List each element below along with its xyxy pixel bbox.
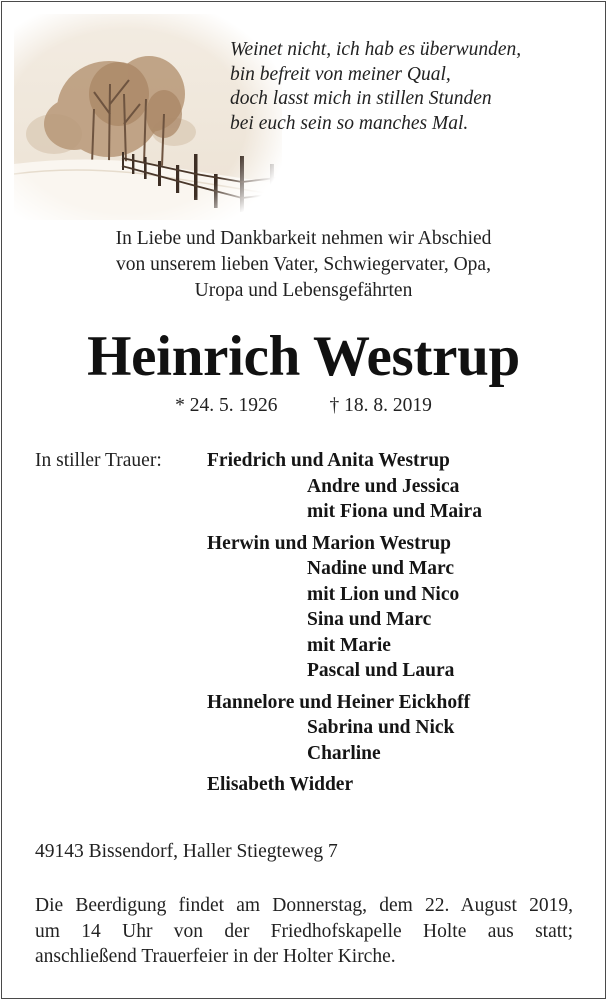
mourner-head: Hannelore und Heiner Eickhoff xyxy=(207,691,471,713)
mourner-sub: Andre und Jessica xyxy=(307,475,460,497)
mourner-sub: Sabrina und Nick xyxy=(307,717,455,738)
intro-line: Uropa und Lebensgefährten xyxy=(194,280,413,301)
mourner-group xyxy=(207,772,597,798)
funeral-line: Die Beerdigung findet am Donnerstag, dem 22. August 2019, xyxy=(35,895,573,916)
mourners-label: In stiller Trauer: xyxy=(35,450,162,471)
address: 49143 Bissendorf, Haller Stiegteweg 7 xyxy=(35,841,338,862)
death-date: † 18. 8. 2019 xyxy=(329,395,432,416)
poem-line: bin befreit von meiner Qual, xyxy=(230,63,451,85)
funeral-line: um 14 Uhr von der Friedhofskapelle Holte aus statt; xyxy=(35,920,573,942)
mourner-sub: Charline xyxy=(307,742,381,764)
funeral-info xyxy=(35,893,573,970)
mourner-sub: mit Fiona und Maira xyxy=(307,501,482,522)
poem-line: bei euch sein so manches Mal. xyxy=(230,112,469,134)
funeral-line: anschließend Trauerfeier in der Holter Kirche. xyxy=(35,946,396,967)
mourner-head: Herwin und Marion Westrup xyxy=(207,532,451,554)
poem xyxy=(230,38,600,136)
poem-line: doch lasst mich in stillen Stunden xyxy=(230,88,492,109)
intro-line: von unserem lieben Vater, Schwiegervater, Opa, xyxy=(116,254,491,275)
poem-line: Weinet nicht, ich hab es überwunden, xyxy=(230,39,522,60)
mourner-head: Elisabeth Widder xyxy=(207,774,354,795)
mourner-sub: mit Marie xyxy=(307,634,391,656)
mourner-sub: Nadine und Marc xyxy=(307,558,454,579)
mourner-group xyxy=(207,690,597,767)
intro-text xyxy=(0,226,607,304)
mourners-list xyxy=(207,448,597,804)
mourner-group xyxy=(207,531,597,684)
life-dates xyxy=(0,393,607,419)
mourner-sub: mit Lion und Nico xyxy=(307,583,460,605)
mourner-sub: Pascal und Laura xyxy=(307,660,455,681)
intro-line: In Liebe und Dankbarkeit nehmen wir Abschied xyxy=(115,228,492,249)
mourner-group xyxy=(207,448,597,525)
birth-date: * 24. 5. 1926 xyxy=(175,395,278,416)
deceased-name: Heinrich Westrup xyxy=(87,325,520,388)
mourner-sub: Sina und Marc xyxy=(307,609,432,630)
mourner-head: Friedrich und Anita Westrup xyxy=(207,450,450,471)
